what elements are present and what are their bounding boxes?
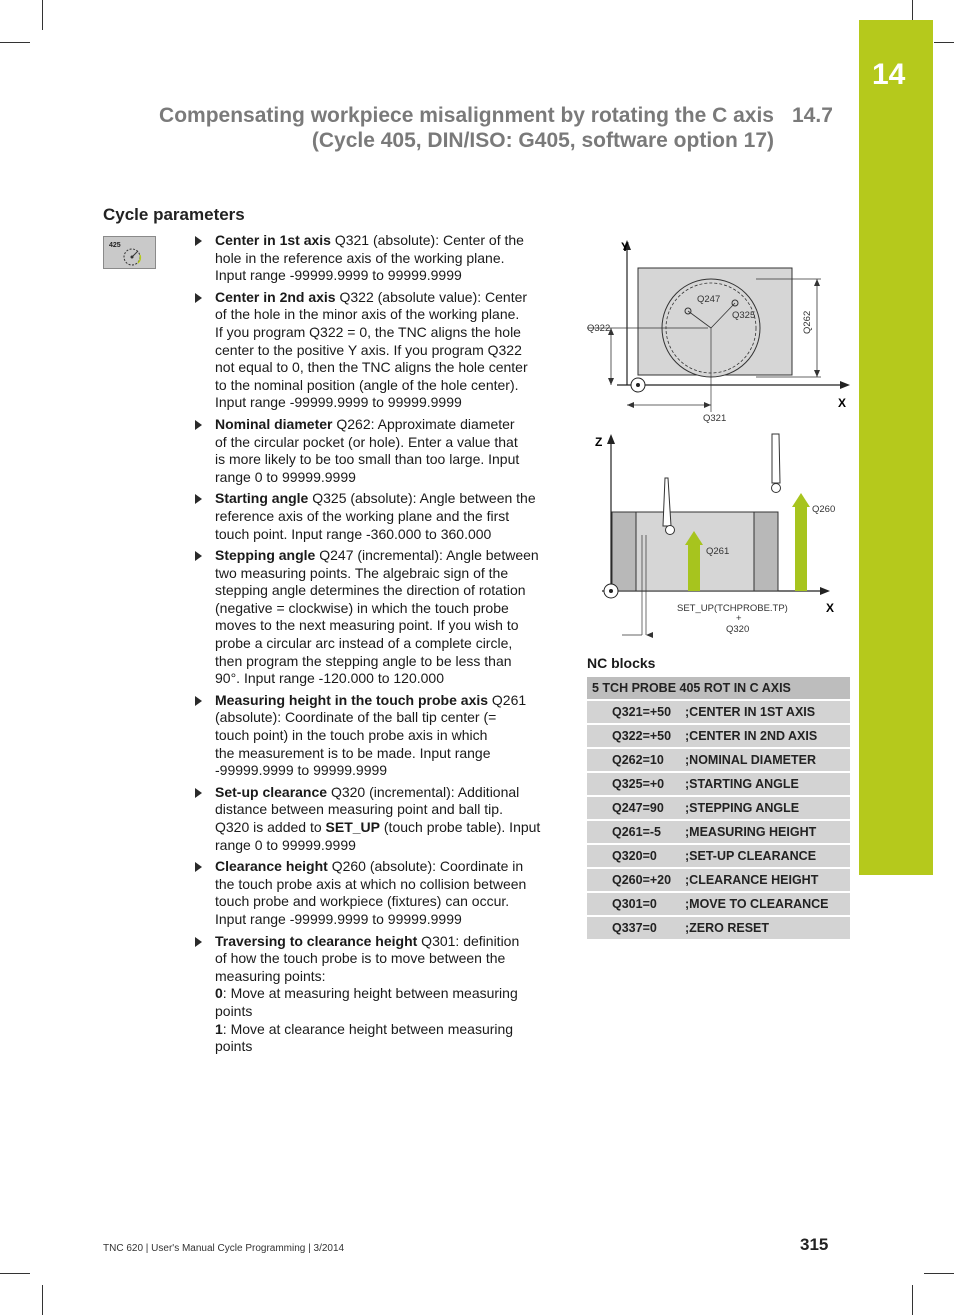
nc-row [587,797,850,819]
footer-text: TNC 620 | User's Manual Cycle Programming | 3/2014 [103,1243,345,1254]
nc-comment: ;MEASURING HEIGHT [685,825,817,839]
label-q261: Q261 [706,546,730,557]
probe-tip-2 [772,484,781,493]
nc-code: Q320=0 [612,849,657,863]
parameter-item [195,858,555,928]
parameter-text-line: then program the stepping angle to be less than [215,652,512,669]
label-q262: Q262 [802,310,813,334]
nc-code: Q260=+20 [612,873,672,887]
header-title-line2: (Cycle 405, DIN/ISO: G405, software option 17) [311,129,774,152]
nc-code: Q247=90 [612,801,664,815]
nc-comment: ;ZERO RESET [685,921,770,935]
nc-row [587,917,850,939]
section-title: Cycle parameters [103,205,245,224]
parameter-name: Center in 1st axis [215,232,331,248]
bullet-arrow-icon [195,236,202,246]
parameter-text-line: range 0 to 99999.9999 [215,468,356,485]
chapter-tab [859,20,933,875]
nc-comment: ;NOMINAL DIAMETER [685,753,817,767]
parameter-text-line: Input range -99999.9999 to 99999.9999 [215,910,462,927]
q261-arrow-shaft [688,544,700,591]
page-number: 315 [800,1235,829,1254]
parameter-text-line: center to the positive Y axis. If you program Q322 [215,341,522,358]
label-q325: Q325 [732,310,756,321]
crop-mark [0,42,30,43]
nc-code: Q325=+0 [612,777,665,791]
nc-comment: ;STEPPING ANGLE [685,801,800,815]
parameter-text-line: touch point. Input range -360.000 to 360.000 [215,525,492,542]
parameter-item [195,784,555,854]
parameter-text-line: Input range -99999.9999 to 99999.9999 [215,267,462,284]
parameter-text-line: reference axis of the working plane and the first [215,507,510,524]
nc-header-text: 5 TCH PROBE 405 ROT IN C AXIS [592,681,791,695]
parameter-name: Center in 2nd axis [215,288,336,305]
parameter-text: Q261 [488,691,527,708]
crop-mark [912,1285,913,1315]
nc-header-row [587,677,850,699]
parameter-first-line [215,490,555,508]
parameter-item [195,490,555,543]
nc-comment: ;SET-UP CLEARANCE [685,849,817,863]
label-q322: Q322 [587,323,611,334]
bullet-arrow-icon [195,788,202,798]
parameter-text: Q260 (absolute): Coordinate in [327,858,524,875]
z-axis-arrow-icon [607,434,615,444]
parameter-text-line: of the hole in the minor axis of the working plane. [215,306,520,323]
nc-comment: ;MOVE TO CLEARANCE [685,897,829,911]
label-q320: Q320 [726,624,750,635]
parameter-text-line: touch point) in the touch probe axis in which [215,727,488,744]
cycle-graphic-icon [104,237,155,268]
label-plus: + [736,613,742,624]
parameter-text: Q321 (absolute): Center of the [330,232,524,248]
bullet-arrow-icon [195,937,202,947]
parameter-name: Traversing to clearance height [215,932,418,949]
parameter-text: Q320 (incremental): Additional [327,783,520,800]
parameter-name: Nominal diameter [215,415,333,432]
parameter-name: Clearance height [215,858,328,875]
parameter-first-line [215,416,555,434]
nc-row [587,725,850,747]
parameter-item [195,289,555,412]
label-q321: Q321 [703,413,727,424]
nc-row [587,773,850,795]
q260-arrow-icon [792,493,810,507]
axis-x-label: X [838,396,847,410]
parameter-text-line: (absolute): Coordinate of the ball tip center (= [215,709,497,726]
label-setup: SET_UP(TCHPROBE.TP) [677,603,788,614]
parameter-text: Q247 (incremental): Angle between [315,547,539,564]
parameter-first-line [215,692,555,710]
nc-comment: ;CENTER IN 1ST AXIS [685,705,816,719]
parameter-name: Measuring height in the touch probe axis [215,691,489,708]
parameter-text-line: -99999.9999 to 99999.9999 [215,762,388,779]
parameter-text-line: is more likely to be too small than too large. Input [215,451,520,468]
crop-mark [912,0,913,20]
parameter-text: Q325 (absolute): Angle between the [308,490,536,507]
parameter-text-line: not equal to 0, then the TNC aligns the hole center [215,359,528,376]
parameter-first-line [215,289,555,307]
parameter-text: Q262: Approximate diameter [332,415,515,432]
parameter-text-line: the measurement is to be made. Input range [215,744,491,761]
nc-comment: ;STARTING ANGLE [685,777,799,791]
nc-code: Q262=10 [612,753,664,767]
nc-row [587,749,850,771]
nc-code: Q322=+50 [612,729,672,743]
nc-row [587,821,850,843]
header-title-line1: Compensating workpiece misalignment by rotating the C axis [159,104,774,127]
crop-mark [924,1273,954,1274]
chapter-number: 14 [872,58,906,91]
parameter-text-line: Q320 is added to SET_UP (touch probe table). Input [215,819,541,835]
bullet-arrow-icon [195,551,202,561]
parameter-first-line [215,858,555,876]
parameter-text-line: the touch probe axis at which no collision between [215,875,527,892]
nc-comment: ;CENTER IN 2ND AXIS [685,729,818,743]
bullet-arrow-icon [195,293,202,303]
parameter-item [195,416,555,486]
axis-z-label: Z [595,435,603,449]
label-q260: Q260 [812,504,836,515]
parameter-text-line: probe a circular arc instead of a complete circle, [215,635,513,652]
parameter-text-line: of the circular pocket (or hole). Enter a value that [215,433,518,450]
cycle-icon [103,236,156,269]
parameter-text: Q301: definition [417,932,520,949]
probe-stylus-2 [772,434,780,483]
nc-row [587,893,850,915]
parameter-text-line: moves to the next measuring point. If you wish to [215,617,519,634]
parameter-text: Q322 (absolute value): Center [335,288,528,305]
probe-stylus-1 [663,478,671,526]
crop-mark [0,1273,30,1274]
axis-y-label: Y [621,240,630,254]
bullet-arrow-icon [195,696,202,706]
parameter-name: Starting angle [215,490,309,507]
parameter-text-line: 90°. Input range -120.000 to 120.000 [215,670,445,687]
nc-code: Q337=0 [612,921,657,935]
parameter-text-line: hole in the reference axis of the working plane. [215,249,505,266]
parameter-first-line [215,547,555,565]
parameter-text-line: (negative = clockwise) in which the touch probe [215,599,509,616]
q260-arrow-shaft [795,506,807,591]
parameter-list [195,232,555,1060]
parameter-text-line: touch probe and workpiece (fixtures) can occur. [215,893,510,910]
parameter-text-line: If you program Q322 = 0, the TNC aligns the hole [215,323,521,340]
cycle-icon-label: 425 [109,242,121,249]
parameter-name: Stepping angle [215,547,316,564]
bullet-arrow-icon [195,420,202,430]
nc-comment: ;CLEARANCE HEIGHT [685,873,819,887]
parameter-first-line [215,784,555,802]
parameter-name: Set-up clearance [215,783,328,800]
crop-mark [42,1285,43,1315]
nc-code: Q301=0 [612,897,657,911]
x-axis-arrow-icon [840,381,850,389]
parameter-text-line: stepping angle determines the direction of rotation [215,582,526,599]
x-axis-arrow-icon-bottom [820,587,830,595]
parameter-text-line: points [215,1038,253,1055]
parameter-item [195,547,555,688]
side-view-diagram [584,430,856,640]
parameter-text-line: two measuring points. The algebraic sign of the [215,564,509,581]
parameter-text-line: range 0 to 99999.9999 [215,836,356,853]
nc-blocks-table [587,677,850,941]
crop-mark [934,42,954,43]
nc-row [587,845,850,867]
parameter-text-line: of how the touch probe is to move between the [215,950,506,967]
parameter-item [195,933,555,1056]
parameter-text-line: to the nominal position (angle of the hole center). [215,376,519,393]
parameter-text-line: distance between measuring point and ball tip. [215,801,503,818]
section-number: 14.7 [792,104,833,127]
crop-mark [42,0,43,30]
probe-tip-1 [666,526,675,535]
parameter-item [195,232,555,285]
top-view-diagram [584,234,856,430]
nc-row [587,701,850,723]
parameter-text-line: Input range -99999.9999 to 99999.9999 [215,394,462,411]
parameter-text-line: 1: Move at clearance height between measuring [215,1020,514,1037]
bullet-arrow-icon [195,494,202,504]
bullet-arrow-icon [195,862,202,872]
parameter-first-line [215,933,555,951]
parameter-text-line: measuring points: [215,967,326,984]
nc-code: Q321=+50 [612,705,672,719]
axis-x-label-bottom: X [826,601,835,615]
nc-code: Q261=-5 [612,825,661,839]
nc-blocks-title: NC blocks [587,655,656,671]
parameter-text-line: points [215,1002,253,1019]
nc-row [587,869,850,891]
parameter-first-line [215,232,555,250]
parameter-text-line: 0: Move at measuring height between measuring [215,985,518,1002]
parameter-item [195,692,555,780]
label-q247: Q247 [697,294,721,305]
